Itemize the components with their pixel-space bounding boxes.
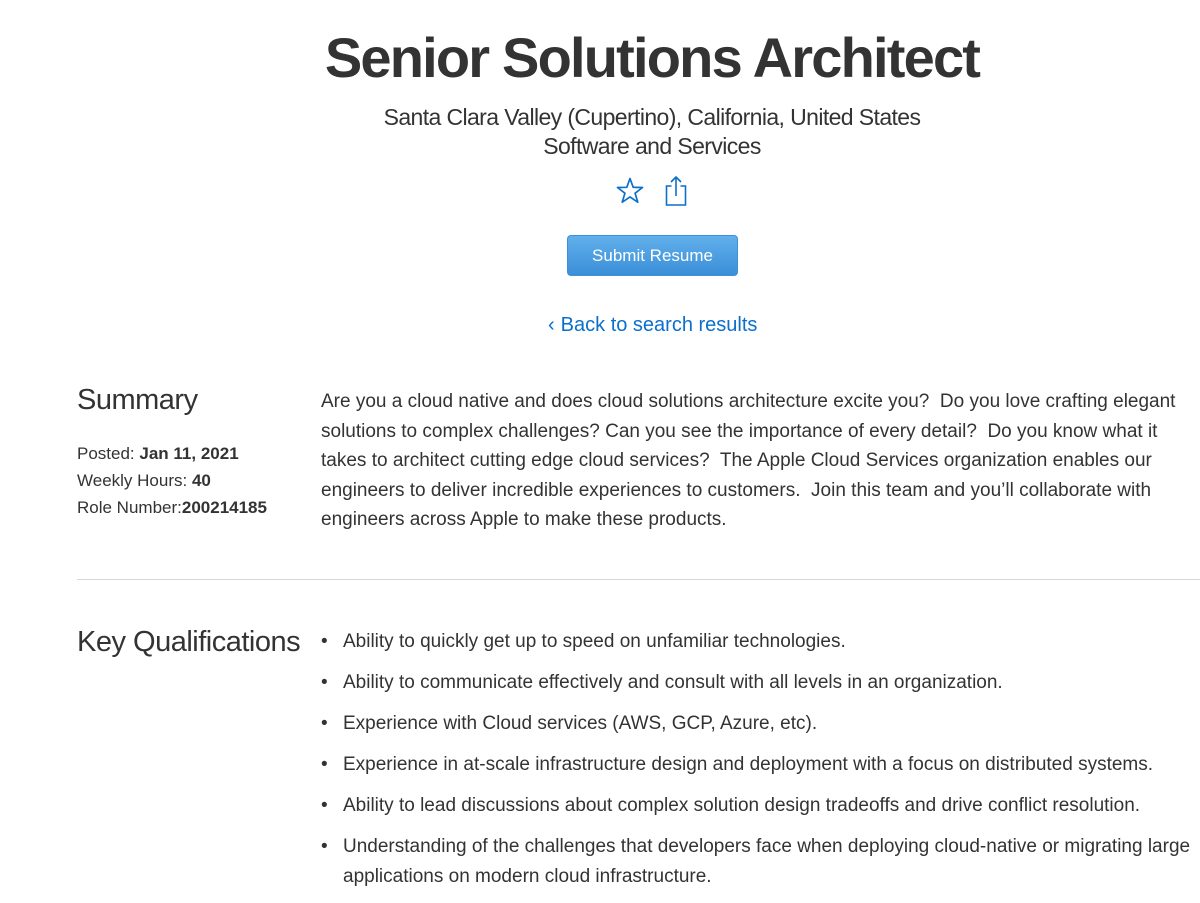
qualification-item xyxy=(321,791,1191,821)
qualification-text: Ability to quickly get up to speed on unfamiliar technologies. xyxy=(343,631,846,652)
star-outline-icon xyxy=(614,175,646,207)
qualification-item xyxy=(321,627,1191,657)
summary-heading: Summary xyxy=(77,384,198,416)
key-qualifications-heading: Key Qualifications xyxy=(77,626,301,658)
qualifications-list xyxy=(321,627,1191,903)
posted-label: Posted: xyxy=(77,444,135,463)
job-meta xyxy=(77,440,267,521)
hours-value: 40 xyxy=(191,471,211,490)
qualification-item xyxy=(321,668,1191,698)
share-icon xyxy=(661,174,691,208)
qualification-item xyxy=(321,750,1191,780)
back-to-search-link[interactable] xyxy=(548,312,757,338)
posted-row xyxy=(77,440,267,467)
qualification-item xyxy=(321,709,1191,739)
qualification-text: Understanding of the challenges that developers face when deploying cloud-native or migrating large applications on modern cloud infrastructure. xyxy=(343,836,1191,887)
job-title: Senior Solutions Architect xyxy=(324,26,980,89)
summary-text: Are you a cloud native and does cloud solutions architecture excite you? Do you love crafting elegant solutions to complex challenges? Can you see the importance of every detail? Do you know what it takes to architect cutting edge cloud services? The Apple Cloud Services organization enables our engineers to deliver incredible experiences to customers. Join this team and you’ll collaborate with engineers across Apple to make these products. xyxy=(321,391,1181,530)
back-link-label: Back to search results xyxy=(560,314,758,336)
hours-label: Weekly Hours: xyxy=(77,471,188,490)
share-button[interactable] xyxy=(661,174,691,208)
qualification-text: Experience in at-scale infrastructure design and deployment with a focus on distributed systems. xyxy=(343,754,1154,775)
job-location: Santa Clara Valley (Cupertino), California, United States xyxy=(383,104,921,130)
bullet-icon: • xyxy=(321,795,328,816)
bullet-icon: • xyxy=(321,836,328,857)
qualification-text: Ability to lead discussions about complex solution design tradeoffs and drive conflict resolution. xyxy=(343,795,1141,816)
job-team: Software and Services xyxy=(543,133,761,159)
favorite-button[interactable] xyxy=(614,175,646,207)
bullet-icon: • xyxy=(321,713,328,734)
section-divider xyxy=(77,579,1200,580)
qualification-text: Experience with Cloud services (AWS, GCP, Azure, etc). xyxy=(343,713,818,734)
qualification-text: Ability to communicate effectively and consult with all levels in an organization. xyxy=(343,672,1003,693)
role-row xyxy=(77,494,267,521)
submit-resume-button[interactable]: Submit Resume xyxy=(567,235,738,276)
role-label: Role Number: xyxy=(77,498,182,517)
bullet-icon: • xyxy=(321,754,328,775)
hours-row xyxy=(77,467,267,494)
bullet-icon: • xyxy=(321,631,328,652)
bullet-icon: • xyxy=(321,672,328,693)
posted-value: Jan 11, 2021 xyxy=(139,444,239,463)
role-value: 200214185 xyxy=(181,498,267,517)
chevron-left-icon: ‹ xyxy=(548,314,555,336)
qualification-item xyxy=(321,832,1191,891)
